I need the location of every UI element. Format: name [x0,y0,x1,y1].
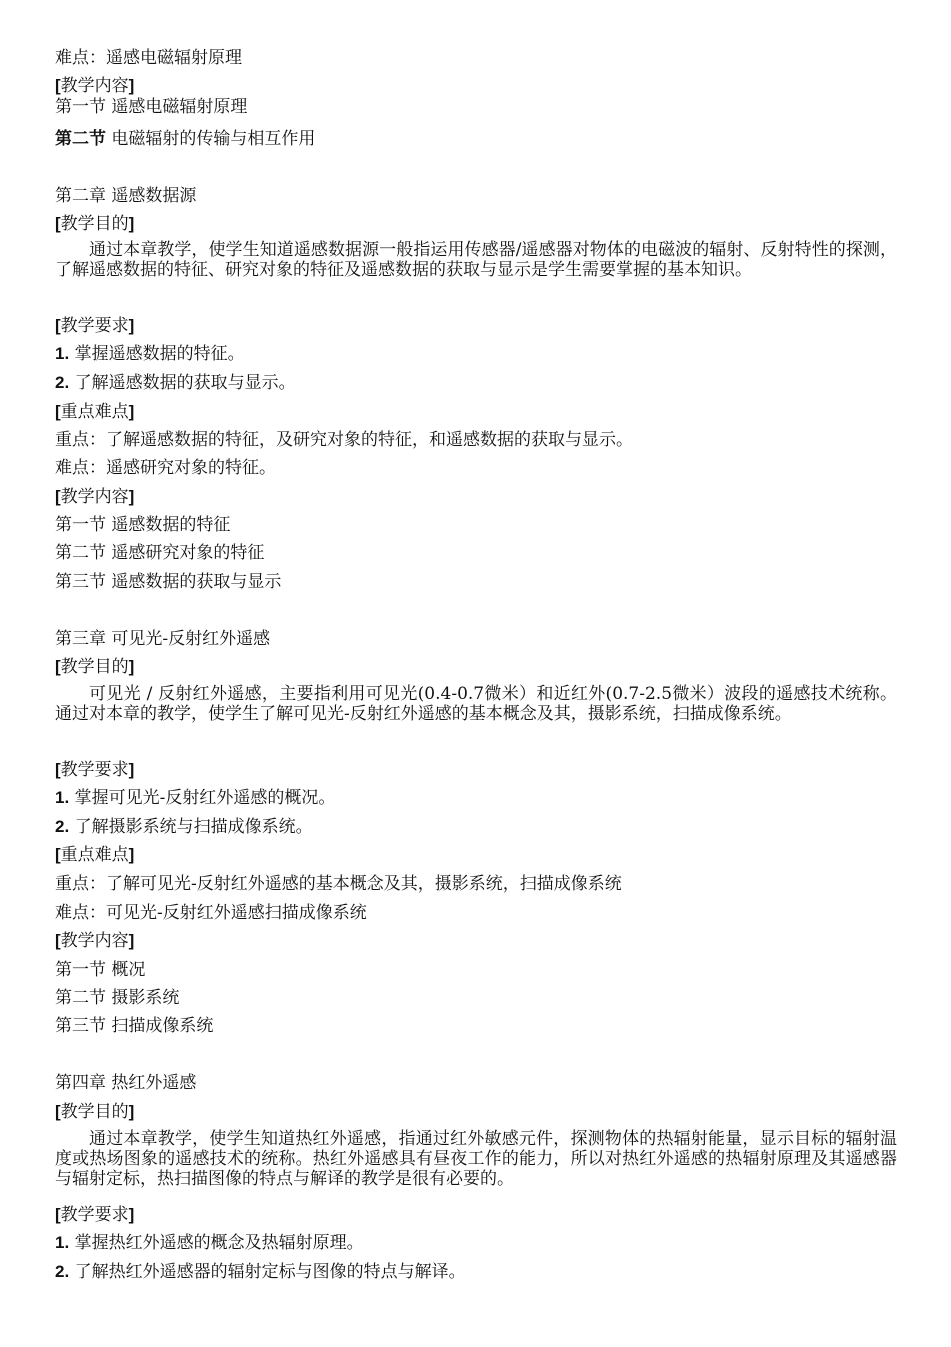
ch4-title: 第四章 热红外遥感 [55,1073,197,1093]
ch3-key-heading: [重点难点] [55,845,135,865]
ch2-req-heading: [教学要求] [55,316,135,336]
ch2-section-2: 第二节 遥感研究对象的特征 [55,543,265,563]
ch1-difficult: 难点：遥感电磁辐射原理 [55,48,242,68]
ch4-req-heading: [教学要求] [55,1205,135,1225]
ch2-req-1: 1. 掌握遥感数据的特征。 [55,344,245,364]
ch3-difficult: 难点：可见光-反射红外遥感扫描成像系统 [55,903,367,923]
ch2-title: 第二章 遥感数据源 [55,186,197,206]
ch4-goal-heading: [教学目的] [55,1102,135,1122]
ch3-goal-text: 可见光 / 反射红外遥感，主要指利用可见光(0.4-0.7微米）和近红外(0.7-2.5微米）波段的遥感技术统称。通过对本章的教学，使学生了解可见光-反射红外遥感的基本概念及其，摄影系统，扫描成像系统。 [55,684,897,724]
ch2-section-3: 第三节 遥感数据的获取与显示 [55,572,282,592]
ch3-req-heading: [教学要求] [55,760,135,780]
ch4-req-1: 1. 掌握热红外遥感的概念及热辐射原理。 [55,1233,364,1253]
ch3-section-1: 第一节 概况 [55,960,146,980]
ch3-section-2: 第二节 摄影系统 [55,988,180,1008]
ch1-content-heading: [教学内容] [55,76,135,96]
ch2-content-heading: [教学内容] [55,487,135,507]
ch4-goal-text: 通过本章教学，使学生知道热红外遥感，指通过红外敏感元件，探测物体的热辐射能量，显示目标的辐射温度或热场图象的遥感技术的统称。热红外遥感具有昼夜工作的能力，所以对热红外遥感的热辐射原理及其遥感器与辐射定标，热扫描图像的特点与解译的教学是很有必要的。 [55,1129,897,1189]
ch4-req-2: 2. 了解热红外遥感器的辐射定标与图像的特点与解译。 [55,1262,466,1282]
ch1-section-2: 第二节 电磁辐射的传输与相互作用 [55,129,316,149]
ch2-key-heading: [重点难点] [55,402,135,422]
ch2-goal-heading: [教学目的] [55,214,135,234]
ch3-content-heading: [教学内容] [55,931,135,951]
ch2-key: 重点：了解遥感数据的特征，及研究对象的特征，和遥感数据的获取与显示。 [55,430,633,450]
ch3-req-2: 2. 了解摄影系统与扫描成像系统。 [55,817,313,837]
ch3-goal-heading: [教学目的] [55,657,135,677]
ch2-difficult: 难点：遥感研究对象的特征。 [55,458,276,478]
ch3-req-1: 1. 掌握可见光-反射红外遥感的概况。 [55,788,336,808]
ch3-title: 第三章 可见光-反射红外遥感 [55,629,271,649]
ch2-goal-text: 通过本章教学，使学生知道遥感数据源一般指运用传感器/遥感器对物体的电磁波的辐射、反射特性的探测，了解遥感数据的特征、研究对象的特征及遥感数据的获取与显示是学生需要掌握的基本知识。 [55,240,897,280]
ch3-section-3: 第三节 扫描成像系统 [55,1016,214,1036]
ch1-section-1: 第一节 遥感电磁辐射原理 [55,97,248,117]
ch3-key: 重点：了解可见光-反射红外遥感的基本概念及其，摄影系统，扫描成像系统 [55,874,622,894]
ch2-req-2: 2. 了解遥感数据的获取与显示。 [55,373,296,393]
ch2-section-1: 第一节 遥感数据的特征 [55,515,231,535]
